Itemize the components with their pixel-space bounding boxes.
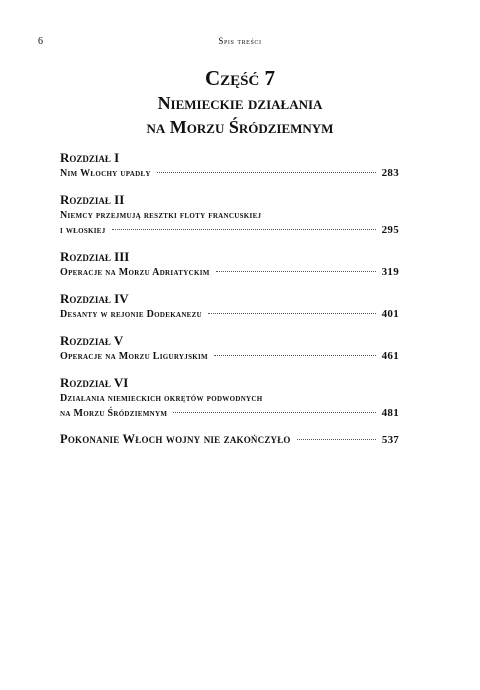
toc-chapter-3 xyxy=(60,249,399,280)
entry-page-number: 295 xyxy=(381,224,399,236)
table-of-contents xyxy=(60,150,399,447)
chapter-label: Rozdział I xyxy=(60,150,120,165)
entry-page-number: 537 xyxy=(381,434,399,446)
toc-entry[interactable] xyxy=(60,166,399,181)
toc-chapter-4 xyxy=(60,291,399,322)
chapter-label: Rozdział IV xyxy=(60,291,129,306)
toc-final-entry[interactable] xyxy=(60,432,399,447)
entry-page-number: 461 xyxy=(381,350,399,362)
entry-title: i włoskiej xyxy=(60,225,106,236)
dot-leader xyxy=(157,172,376,173)
toc-chapter-1 xyxy=(60,150,399,181)
entry-title: Niemcy przejmują resztki floty francuskiej xyxy=(60,210,262,221)
chapter-label: Rozdział V xyxy=(60,333,124,348)
entry-title: na Morzu Śródziemnym xyxy=(60,408,168,419)
chapter-label: Rozdział VI xyxy=(60,375,129,390)
running-header: Spis treści xyxy=(218,36,262,46)
toc-chapter-5 xyxy=(60,333,399,364)
dot-leader xyxy=(214,355,376,356)
dot-leader xyxy=(112,229,376,230)
chapter-label: Rozdział III xyxy=(60,249,130,264)
toc-chapter-2 xyxy=(60,192,399,238)
entry-page-number: 401 xyxy=(381,308,399,320)
toc-entry[interactable] xyxy=(60,208,399,223)
entry-page-number: 481 xyxy=(381,407,399,419)
entry-title: Działania niemieckich okrętów podwodnych xyxy=(60,393,263,404)
toc-entry[interactable] xyxy=(60,391,399,406)
entry-page-number: 283 xyxy=(381,167,399,179)
part-subtitle-line-2: na Morzu Śródziemnym xyxy=(146,117,334,137)
entry-title: Nim Włochy upadły xyxy=(60,168,151,179)
entry-page-number: 319 xyxy=(381,266,399,278)
dot-leader xyxy=(208,313,376,314)
toc-chapter-6 xyxy=(60,375,399,421)
page-number: 6 xyxy=(38,36,44,47)
part-heading xyxy=(0,66,480,139)
toc-entry[interactable] xyxy=(60,265,399,280)
entry-title: Pokonanie Włoch wojny nie zakończyło xyxy=(60,432,291,446)
toc-entry-continuation[interactable] xyxy=(60,406,399,421)
entry-title: Operacje na Morzu Adriatyckim xyxy=(60,267,210,278)
dot-leader xyxy=(216,271,376,272)
part-title: Część 7 xyxy=(204,66,276,90)
entry-title: Operacje na Morzu Liguryjskim xyxy=(60,351,208,362)
entry-title: Desanty w rejonie Dodekanezu xyxy=(60,309,202,320)
toc-entry[interactable] xyxy=(60,307,399,322)
toc-entry[interactable] xyxy=(60,349,399,364)
chapter-label: Rozdział II xyxy=(60,192,125,207)
part-subtitle-line-1: Niemieckie działania xyxy=(157,93,323,113)
dot-leader xyxy=(297,439,376,440)
dot-leader xyxy=(173,412,375,413)
toc-entry-continuation[interactable] xyxy=(60,223,399,238)
